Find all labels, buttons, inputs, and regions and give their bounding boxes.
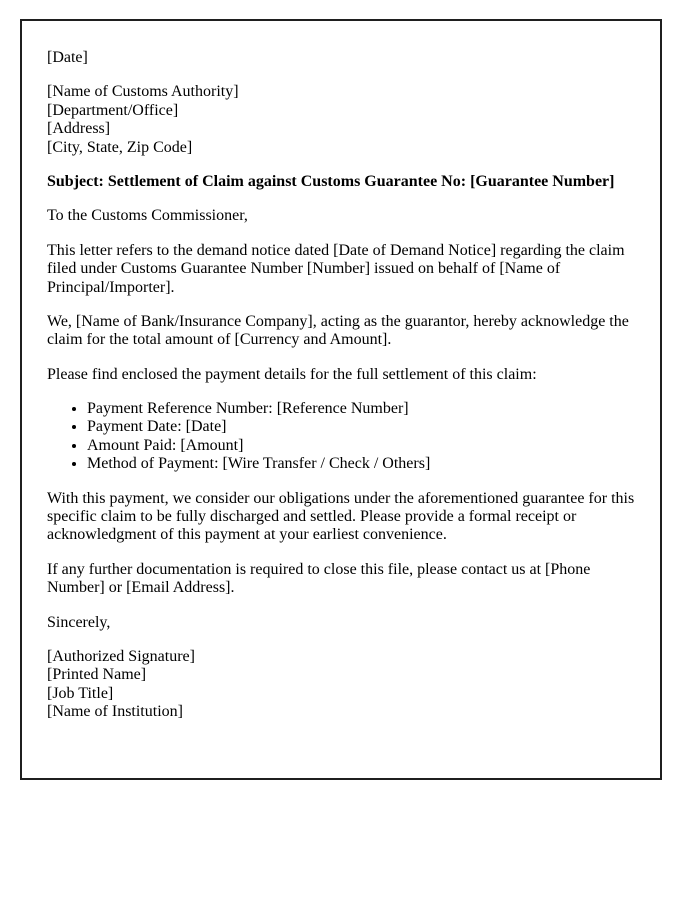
signature-block xyxy=(47,648,635,722)
paragraph-contact: If any further documentation is required to close this file, please contact us at [Phone Number] or [Email Address]. xyxy=(47,560,591,597)
salutation: To the Customs Commissioner, xyxy=(47,207,248,225)
signature-institution: [Name of Institution] xyxy=(47,703,183,721)
paragraph-reference: This letter refers to the demand notice dated [Date of Demand Notice] regarding the claim filed under Customs Guarantee Number [Number] issued on behalf of [Name of Principal/Importer]. xyxy=(47,241,625,296)
payment-date-item: • Payment Date: [Date] xyxy=(87,418,635,436)
recipient-department: [Department/Office] xyxy=(47,101,179,119)
signature-printed-name: [Printed Name] xyxy=(47,666,147,684)
paragraph-discharge: With this payment, we consider our obligations under the aforementioned guarantee for this specific claim to be fully discharged and settled. Please provide a formal receipt or acknowledgment of this payment at your earliest convenience. xyxy=(47,489,635,544)
signature-authorized: [Authorized Signature] xyxy=(47,647,195,665)
recipient-city: [City, State, Zip Code] xyxy=(47,138,193,156)
recipient-address-block xyxy=(47,83,635,157)
payment-method-item: • Method of Payment: [Wire Transfer / Check / Others] xyxy=(87,455,635,473)
subject-line: Subject: Settlement of Claim against Customs Guarantee No: [Guarantee Number] xyxy=(47,172,615,190)
payment-reference-item: • Payment Reference Number: [Reference Number] xyxy=(87,400,635,418)
payment-details-list xyxy=(47,400,635,474)
closing: Sincerely, xyxy=(47,613,111,631)
date-line: [Date] xyxy=(47,49,88,66)
signature-job-title: [Job Title] xyxy=(47,684,114,702)
paragraph-enclosure-intro: Please find enclosed the payment details for the full settlement of this claim: xyxy=(47,365,537,383)
recipient-address: [Address] xyxy=(47,120,111,138)
paragraph-acknowledgment: We, [Name of Bank/Insurance Company], acting as the guarantor, hereby acknowledge the claim for the total amount of [Currency and Amount]. xyxy=(47,312,629,349)
amount-paid-item: • Amount Paid: [Amount] xyxy=(87,437,635,455)
recipient-name: [Name of Customs Authority] xyxy=(47,83,239,101)
letter-document xyxy=(20,19,662,780)
